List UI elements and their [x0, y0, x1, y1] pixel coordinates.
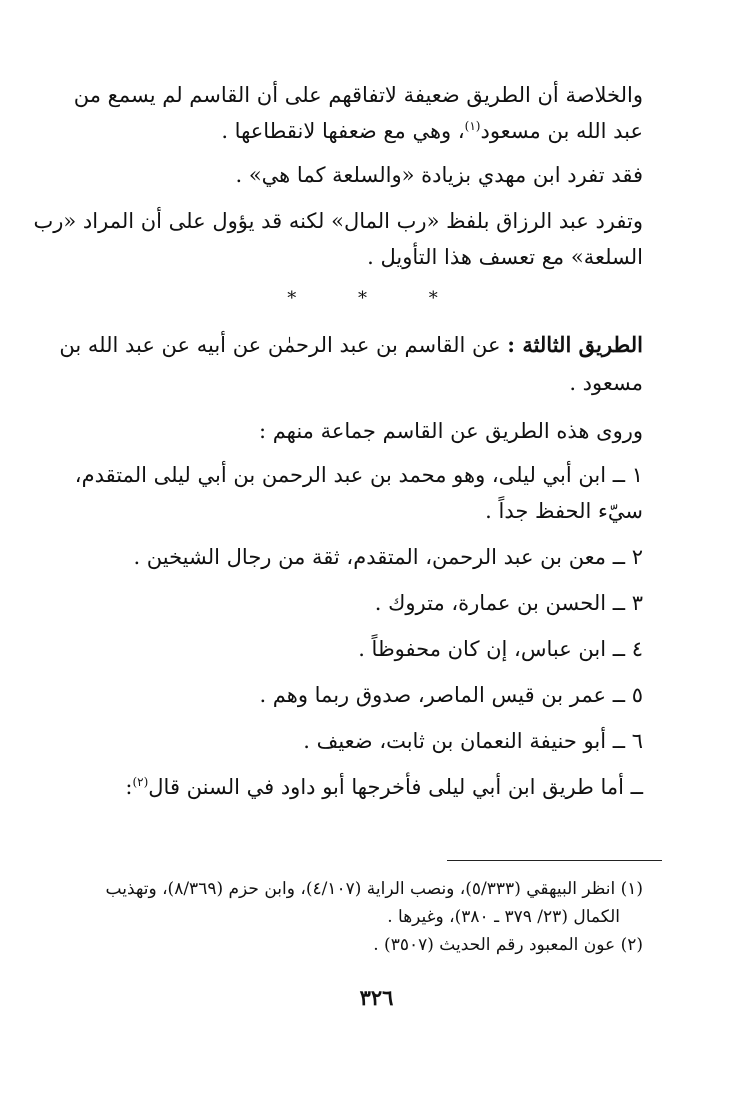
text-run: ــ أما طريق ابن أبي ليلى فأخرجها أبو داود في السنن قال — [148, 775, 643, 799]
page-number: ٣٢٦ — [359, 985, 394, 1010]
footnote-ref[interactable]: (٢) — [132, 775, 149, 789]
paragraph-line: وروى هذه الطريق عن القاسم جماعة منهم : — [258, 419, 643, 443]
list-item: ٦ ــ أبو حنيفة النعمان بن ثابت، ضعيف . — [303, 729, 643, 753]
paragraph-line — [59, 328, 643, 362]
list-item: ٤ ــ ابن عباس، إن كان محفوظاً . — [358, 637, 643, 661]
paragraph-line — [108, 114, 643, 148]
list-item-continuation: سيّء الحفظ جداً . — [485, 499, 643, 523]
text-run: عن القاسم بن عبد الرحمٰن عن أبيه عن عبد الله بن — [59, 333, 508, 357]
paragraph-line: فقد تفرد ابن مهدي بزيادة «والسلعة كما هي» . — [235, 163, 643, 187]
footnote-continuation: الكمال (٢٣/ ٣٧٩ ـ ٣٨٠)، وغيرها . — [387, 907, 620, 927]
list-item: ٥ ــ عمر بن قيس الماصر، صدوق ربما وهم . — [259, 683, 643, 707]
paragraph-line — [108, 770, 643, 804]
paragraph-line: مسعود . — [569, 371, 643, 395]
footnote-divider — [447, 860, 662, 861]
text-run: عبد الله بن مسعود — [480, 119, 643, 143]
section-heading: الطريق الثالثة : — [507, 332, 643, 357]
paragraph-line: والخلاصة أن الطريق ضعيفة لاتفاقهم على أن القاسم لم يسمع من — [73, 83, 643, 107]
footnote-ref[interactable]: (١) — [464, 119, 481, 133]
section-separator: * * * — [287, 288, 466, 309]
list-item: ١ ــ ابن أبي ليلى، وهو محمد بن عبد الرحمن بن أبي ليلى المتقدم، — [74, 463, 643, 487]
paragraph-line: وتفرد عبد الرزاق بلفظ «رب المال» لكنه قد يؤول على أن المراد «رب — [33, 209, 643, 233]
footnote: (٢) عون المعبود رقم الحديث (٣٥٠٧) . — [373, 935, 643, 955]
text-run: ، وهي مع ضعفها لانقطاعها . — [221, 119, 465, 143]
text-run: : — [125, 775, 133, 799]
list-item: ٣ ــ الحسن بن عمارة، متروك . — [374, 591, 643, 615]
paragraph-line: السلعة» مع تعسف هذا التأويل . — [367, 245, 643, 269]
footnote: (١) انظر البيهقي (٥/٣٣٣)، ونصب الراية (٤/١٠٧)، وابن حزم (٨/٣٦٩)، وتهذيب — [105, 879, 643, 899]
list-item: ٢ ــ معن بن عبد الرحمن، المتقدم، ثقة من رجال الشيخين . — [133, 545, 643, 569]
